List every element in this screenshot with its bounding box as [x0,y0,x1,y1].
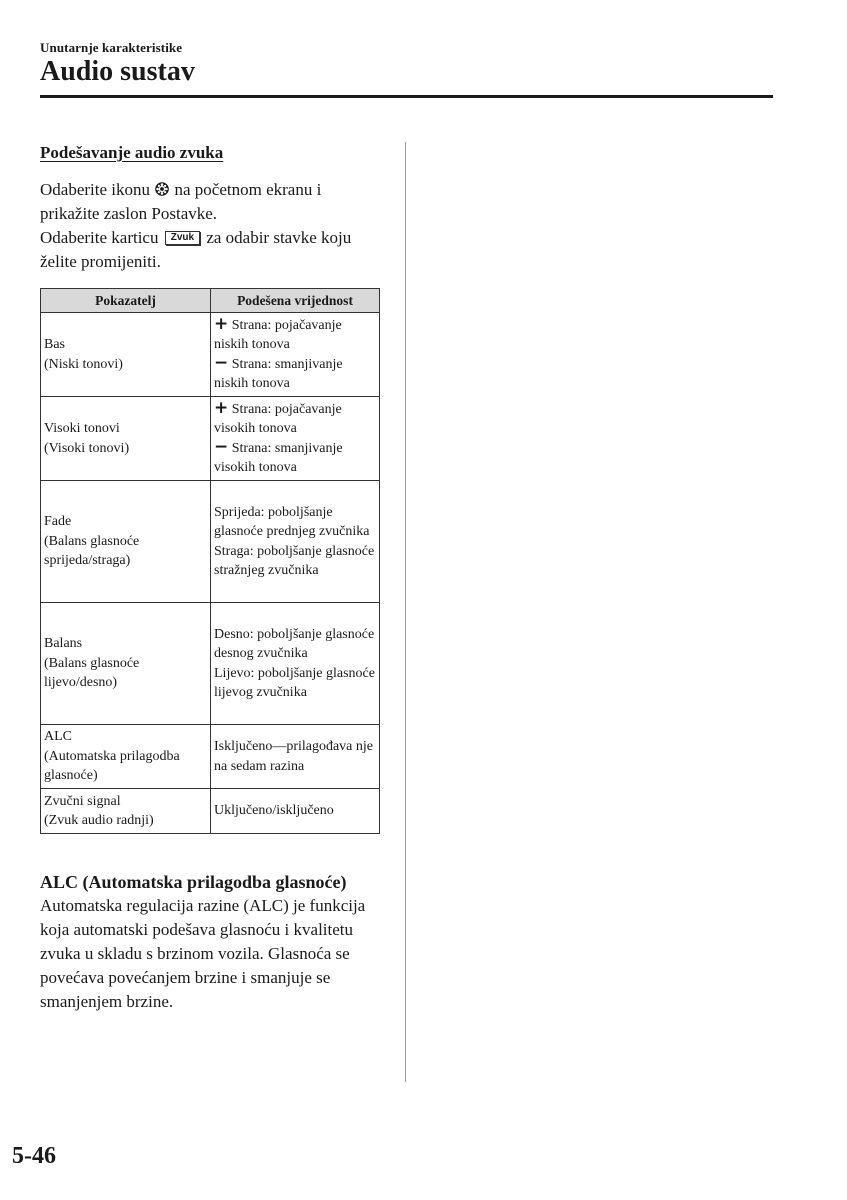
indicator-desc: (Balans glasnoće sprijeda/straga) [44,533,140,569]
table-row [41,313,380,397]
indicator-cell [41,481,211,603]
value-text: Uključeno/isključeno [214,803,334,819]
value-text: Strana: pojačavanje niskih tonova [214,317,342,353]
indicator-cell [41,397,211,481]
plus-icon: + [214,313,229,334]
instruction-text [40,178,385,274]
tab-zvuk: Zvuk [165,231,200,245]
indicator-name: Visoki tonovi [44,421,120,437]
table-header-row [41,289,380,313]
page-number: 5-46 [12,1143,56,1169]
indicator-desc: (Niski tonovi) [44,356,123,372]
table-row [41,603,380,725]
indicator-name: Fade [44,514,72,530]
value-text: Strana: pojačavanje visokih tonova [214,401,342,437]
indicator-desc: (Balans glasnoće lijevo/desno) [44,655,140,691]
value-cell [211,397,380,481]
title-rule [40,95,773,98]
indicator-desc: (Visoki tonovi) [44,440,130,456]
value-text: Straga: poboljšanje glasnoće stražnjeg zvučnika [214,543,375,578]
left-column [40,142,385,1014]
indicator-desc: (Zvuk audio radnji) [44,813,154,828]
value-cell [211,789,380,834]
indicator-cell [41,725,211,789]
value-text: Lijevo: poboljšanje glasnoće lijevog zvučnika [214,665,375,700]
value-cell [211,481,380,603]
value-cell [211,603,380,725]
breadcrumb: Unutarnje karakteristike [40,40,183,55]
table-row [41,481,380,603]
value-text: Desno: poboljšanje glasnoće desnog zvučnika [214,626,375,662]
table-row [41,725,380,789]
value-cell [211,313,380,397]
minus-icon: − [214,436,229,457]
plus-icon: + [214,397,229,418]
settings-table [40,288,380,834]
indicator-cell [41,603,211,725]
instruction-line2-start: Odaberite karticu [40,228,163,247]
instruction-line1-start: Odaberite ikonu [40,180,155,199]
indicator-cell [41,313,211,397]
table-row [41,397,380,481]
table-row [41,789,380,834]
instruction-line2-end: za odabir stavke koju želite promijeniti. [40,228,352,271]
indicator-name: ALC [44,729,72,745]
indicator-name: Balans [44,636,83,652]
indicator-desc: (Automatska prilagodba glasnoće) [44,748,180,784]
column-header: Pokazatelj [41,289,211,313]
indicator-name: Zvučni signal [44,793,121,809]
value-text: Strana: smanjivanje visokih tonova [214,440,343,475]
value-cell [211,725,380,789]
gear-icon [154,181,170,197]
instruction-line1-end: na početnom ekranu i prikažite zaslon Postavke. [40,180,322,223]
value-text: Isključeno—prilagođava nje na sedam razina [214,739,374,774]
column-divider [405,142,406,1082]
page-title: Audio sustav [40,56,195,87]
column-header: Podešena vrijednost [211,289,380,313]
indicator-cell [41,789,211,834]
value-text: Sprijeda: poboljšanje glasnoće prednjeg zvučnika [214,504,370,540]
indicator-name: Bas [44,337,65,353]
alc-description: Automatska regulacija razine (ALC) je funkcija koja automatski podešava glasnoću i kvalitetu zvuka u skladu s brzinom vozila. Glasnoća se povećava povećanjem brzine i smanjuje se smanjenjem brzine. [40,896,366,1011]
minus-icon: − [214,352,229,373]
value-text: Strana: smanjivanje niskih tonova [214,356,343,391]
section-heading: Podešavanje audio zvuka [40,143,224,162]
alc-heading: ALC (Automatska prilagodba glasnoće) [40,872,347,892]
